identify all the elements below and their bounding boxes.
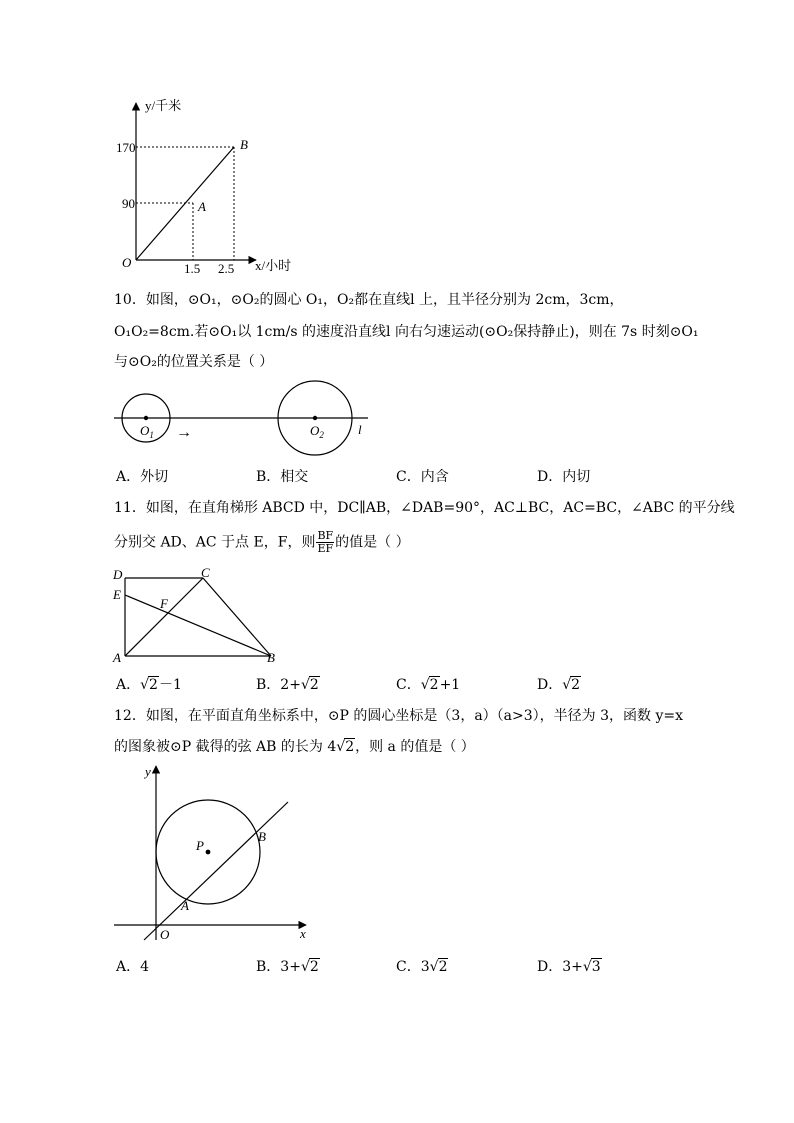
origin-label: O [122, 255, 132, 270]
sqrt-2: √2 [420, 677, 439, 693]
point-a-label: A [198, 199, 206, 214]
center-o2-dot [313, 416, 317, 420]
x-axis-label: x [300, 926, 306, 941]
q12-option-b[interactable]: B．3+√2 [256, 959, 319, 975]
q11-options [0, 674, 794, 694]
q11-option-d[interactable]: D．√2 [537, 677, 581, 693]
label-f: F [160, 596, 168, 611]
x-tick-1-5: 1.5 [184, 261, 201, 276]
sqrt-2: √2 [562, 677, 581, 693]
q12-options [0, 956, 794, 976]
q12-text-line2: 的图象被⊙P 截得的弦 AB 的长为 4√2，则 a 的值是（ ） [114, 739, 475, 755]
sqrt-3: √3 [582, 959, 601, 975]
q11-text-line1: 11．如图，在直角梯形 ABCD 中，DC∥AB，∠DAB=90°，AC⊥BC，AC=BC，∠ABC 的平分线 [114, 500, 735, 516]
motion-arrow: → [176, 424, 192, 441]
q12-option-c[interactable]: C．3√2 [396, 959, 448, 975]
point-a-label: A [181, 898, 189, 913]
sqrt-2: √2 [336, 739, 355, 755]
q10-text-line2: O₁O₂=8cm.若⊙O₁以 1cm/s 的速度沿直线l 向右匀速运动(⊙O₂保持静止)，则在 7s 时刻⊙O₁ [114, 324, 699, 340]
o1-label: $O_1$ [140, 423, 154, 440]
sqrt-2: √2 [429, 959, 448, 975]
q11-line2-post: 的值是（ ） [335, 534, 410, 551]
bf-over-ef-fraction: $\frac{BF}{EF}$ [317, 529, 334, 555]
point-b-label: B [240, 137, 248, 152]
o2-label: $O_2$ [310, 423, 324, 440]
bisector-be [125, 595, 271, 656]
q10-option-d[interactable]: D．内切 [537, 469, 591, 485]
q12-text-line1: 12．如图，在平面直角坐标系中，⊙P 的圆心坐标是（3，a）（a>3），半径为 3，函数 y=x [114, 708, 683, 724]
y-tick-170: 170 [116, 140, 136, 155]
q10-text-line1: 10．如图，⊙O₁，⊙O₂的圆心 O₁，O₂都在直线l 上，且半径分别为 2cm，3cm， [114, 292, 624, 308]
sqrt-2: √2 [140, 677, 158, 693]
coordinate-circle-figure [108, 760, 318, 950]
label-e: E [113, 587, 121, 602]
point-b-label: B [258, 829, 266, 844]
q10-text-line3: 与⊙O₂的位置关系是（ ） [114, 354, 274, 370]
point-p-label: P [196, 838, 204, 853]
label-b: B [267, 650, 275, 665]
label-a: A [113, 650, 121, 665]
q10-option-b[interactable]: B．相交 [256, 469, 309, 485]
q10-option-c[interactable]: C．内含 [396, 469, 449, 485]
q11-option-a[interactable]: A．√2－1 [116, 677, 182, 693]
center-o1-dot [144, 416, 148, 420]
q11-option-c[interactable]: C．√2+1 [396, 677, 461, 693]
distance-time-graph [108, 95, 308, 280]
x-tick-2-5: 2.5 [218, 261, 235, 276]
sqrt-2: √2 [300, 959, 319, 975]
x-axis-label: x/小时 [255, 258, 292, 273]
q11-text-line2 [114, 530, 410, 555]
q12-option-d[interactable]: D．3+√3 [537, 959, 601, 975]
circles-figure [110, 372, 380, 452]
q10-option-a[interactable]: A．外切 [116, 469, 169, 485]
trapezoid-figure [108, 564, 293, 669]
q12-option-a[interactable]: A．4 [116, 959, 150, 975]
q11-line2-pre: 分别交 AD、AC 于点 E，F，则 [114, 534, 316, 551]
q11-option-b[interactable]: B．2+√2 [256, 677, 319, 693]
origin-label: O [160, 927, 170, 942]
y-tick-90: 90 [122, 196, 135, 211]
diagonal-ac [125, 578, 203, 656]
q10-options [0, 466, 794, 486]
line-l-label: l [358, 422, 362, 437]
y-axis-label: y/千米 [145, 98, 182, 113]
label-c: C [201, 565, 210, 580]
sqrt-2: √2 [300, 677, 319, 693]
center-p-dot [206, 850, 211, 855]
label-d: D [113, 567, 123, 582]
side-cb [203, 578, 271, 656]
y-axis-label: y [145, 764, 151, 779]
